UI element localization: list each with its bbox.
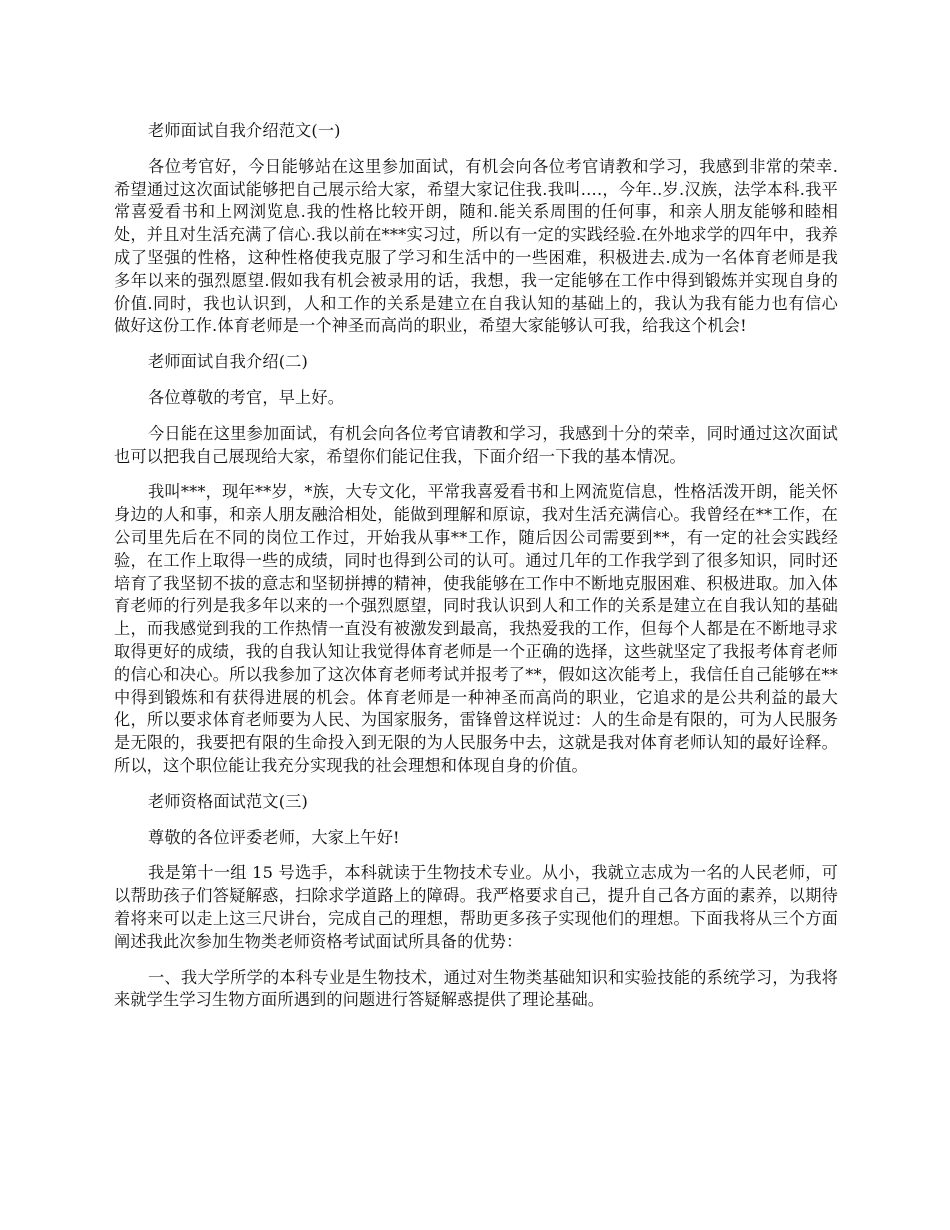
section-2-paragraph-3: 我叫***，现年**岁，*族，大专文化，平常我喜爱看书和上网流览信息，性格活泼开朗，能关怀身边的人和事，和亲人朋友融洽相处，能做到理解和原谅，我对生活充满信心。我曾经在**工作，在公司里先后在不同的岗位工作过，开始我从事**工作，随后因公司需要到**，有一定的社会实践经验，在工作上取得一些的成绩，同时也得到公司的认可。通过几年的工作我学到了很多知识，同时还培育了我坚韧不拔的意志和坚韧拼搏的精神，使我能够在工作中不断地克服困难、积极进取。加入体育老师的行列是我多年以来的一个强烈愿望，同时我认识到人和工作的关系是建立在自我认知的基础上，而我感觉到我的工作热情一直没有被激发到最高，我热爱我的工作，但每个人都是在不断地寻求取得更好的成绩，我的自我认知让我觉得体育老师是一个正确的选择，这些就坚定了我报考体育老师的信心和决心。所以我参加了这次体育老师考试并报考了**，假如这次能考上，我信任自己能够在**中得到锻炼和有获得进展的机会。体育老师是一种神圣而高尚的职业，它追求的是公共利益的最大化，所以要求体育老师要为人民、为国家服务，雷锋曾这样说过：人的生命是有限的，可为人民服务是无限的，我要把有限的生命投入到无限的为人民服务中去，这就是我对体育老师认知的最好诠释。所以，这个职位能让我充分实现我的社会理想和体现自身的价值。 — [114, 482, 838, 775]
section-3-title: 老师资格面试范文(三) — [148, 791, 308, 811]
section-2-paragraph-1: 各位尊敬的考官，早上好。 — [148, 387, 345, 407]
section-3-paragraph-1: 尊敬的各位评委老师，大家上午好! — [148, 827, 400, 847]
section-2-paragraph-2: 今日能在这里参加面试，有机会向各位考官请教和学习，我感到十分的荣幸，同时通过这次面试也可以把我自己展现给大家，希望你们能记住我，下面介绍一下我的基本情况。 — [114, 423, 838, 466]
document-page — [114, 120, 838, 1025]
section-1-title: 老师面试自我介绍范文(一) — [148, 121, 341, 140]
section-3-paragraph-2: 我是第十一组 15 号选手，本科就读于生物技术专业。从小，我就立志成为一名的人民老师，可以帮助孩子们答疑解惑，扫除求学道路上的障碍。我严格要求自己，提升自己各方面的素养，以期待着将来可以走上这三尺讲台，完成自己的理想，帮助更多孩子实现他们的理想。下面我将从三个方面阐述我此次参加生物类老师资格考试面试所具备的优势： — [114, 863, 838, 951]
section-1-paragraph-1: 各位考官好，今日能够站在这里参加面试，有机会向各位考官请教和学习，我感到非常的荣幸.希望通过这次面试能够把自己展示给大家，希望大家记住我.我叫….，今年..岁.汉族，法学本科.我平常喜爱看书和上网浏览息.我的性格比较开朗，随和.能关系周围的任何事，和亲人朋友能够和睦相处，并且对生活充满了信心.我以前在***实习过，所以有一定的实践经验.在外地求学的四年中，我养成了坚强的性格，这种性格使我克服了学习和生活中的一些困难，积极进去.成为一名体育老师是我多年以来的强烈愿望.假如我有机会被录用的话，我想，我一定能够在工作中得到锻炼并实现自身的价值.同时，我也认识到，人和工作的关系是建立在自我认知的基础上的，我认为我有能力也有信心做好这份工作.体育老师是一个神圣而高尚的职业，希望大家能够认可我，给我这个机会! — [114, 156, 838, 336]
section-2-title: 老师面试自我介绍(二) — [148, 352, 308, 372]
section-3-paragraph-3: 一、我大学所学的本科专业是生物技术，通过对生物类基础知识和实验技能的系统学习，为我将来就学生学习生物方面所遇到的问题进行答疑解惑提供了理论基础。 — [114, 967, 838, 1010]
